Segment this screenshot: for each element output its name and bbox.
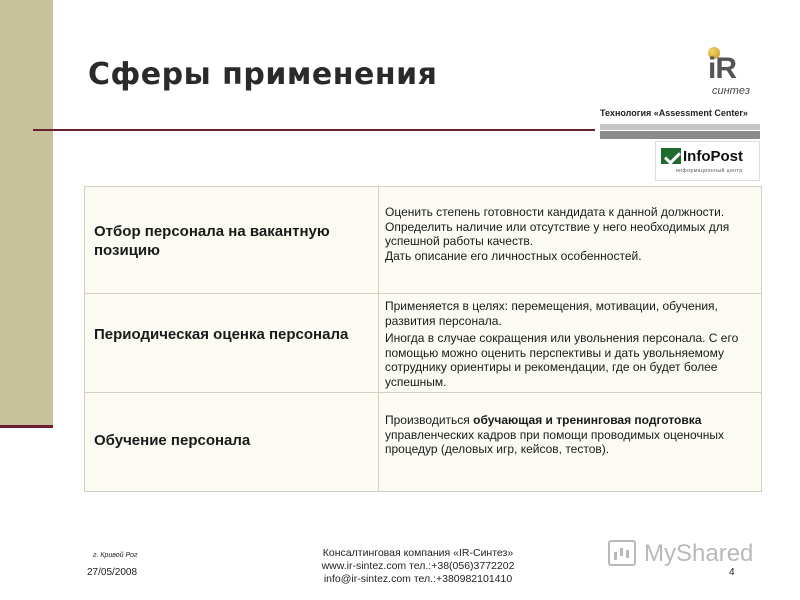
- table-row: [85, 393, 761, 491]
- footer-company-line: info@ir-sintez.com тел.:+380982101410: [323, 573, 513, 585]
- infopost-logo: [655, 141, 760, 181]
- infopost-tagline: информационный центр: [676, 168, 743, 174]
- header-dark-bar: [600, 131, 760, 139]
- row-paragraph: Иногда в случае сокращения или увольнения персонала. С его помощью можно оценить перспективы и дать увольняемому сотруднику ориентиры и рекомендации, где он будет более успешным.: [385, 331, 739, 389]
- infopost-name: InfoPost: [683, 148, 743, 165]
- row-paragraph: [385, 413, 757, 457]
- row-description-cell: [385, 187, 757, 293]
- row-description-cell: [385, 294, 757, 392]
- row-paragraph: Применяется в целях: перемещения, мотивации, обучения, развития персонала.: [385, 299, 718, 328]
- row-label: Обучение персонала: [94, 432, 251, 449]
- footer-city: г. Кривой Рог: [93, 552, 138, 559]
- footer-date: 27/05/2008: [87, 567, 138, 578]
- footer-company-info: [316, 547, 520, 586]
- left-accent-bar: [0, 0, 53, 425]
- left-accent-line: [0, 425, 53, 428]
- watermark-text: MyShared: [644, 540, 754, 567]
- row-text-regular: управленческих кадров при помощи проводимых оценочных процедур (деловых игр, кейсов, тестов).: [385, 427, 724, 456]
- row-text-bold: обучающая и тренинговая подготовка: [473, 413, 702, 427]
- row-label-cell: [85, 187, 379, 293]
- technology-label: Технология «Assessment Center»: [600, 108, 748, 118]
- footer-company-line: Консалтинговая компания «IR-Синтез»: [322, 547, 514, 559]
- row-paragraph: Оценить степень готовности кандидата к данной должности.: [385, 205, 725, 219]
- slide-title: Сферы применения: [88, 57, 438, 92]
- row-label: Периодическая оценка персонала: [94, 326, 349, 343]
- applications-table: [84, 186, 762, 492]
- row-paragraph: Дать описание его личностных особенностей.: [385, 248, 642, 263]
- table-row: [85, 294, 761, 393]
- header-gray-bar: [600, 124, 760, 130]
- row-paragraph: Определить наличие или отсутствие у него необходимых для успешной работы качеств.: [385, 219, 730, 248]
- row-text-regular: Производиться: [385, 413, 474, 427]
- infopost-check-icon: [661, 148, 681, 164]
- row-label-cell: [85, 393, 379, 491]
- title-divider: [33, 129, 595, 131]
- logo-brand: iR: [708, 52, 736, 85]
- ir-sintez-logo: [706, 46, 762, 100]
- watermark: [608, 538, 768, 570]
- row-description-cell: [385, 393, 757, 491]
- row-label: Отбор персонала на вакантную позицию: [94, 223, 330, 259]
- row-label-cell: [85, 294, 379, 392]
- page-number: 4: [729, 567, 735, 578]
- footer-company-line: www.ir-sintez.com тел.:+38(056)3772202: [321, 560, 515, 572]
- table-row: [85, 187, 761, 294]
- logo-subtitle: синтез: [712, 85, 750, 97]
- chart-icon: [608, 540, 636, 566]
